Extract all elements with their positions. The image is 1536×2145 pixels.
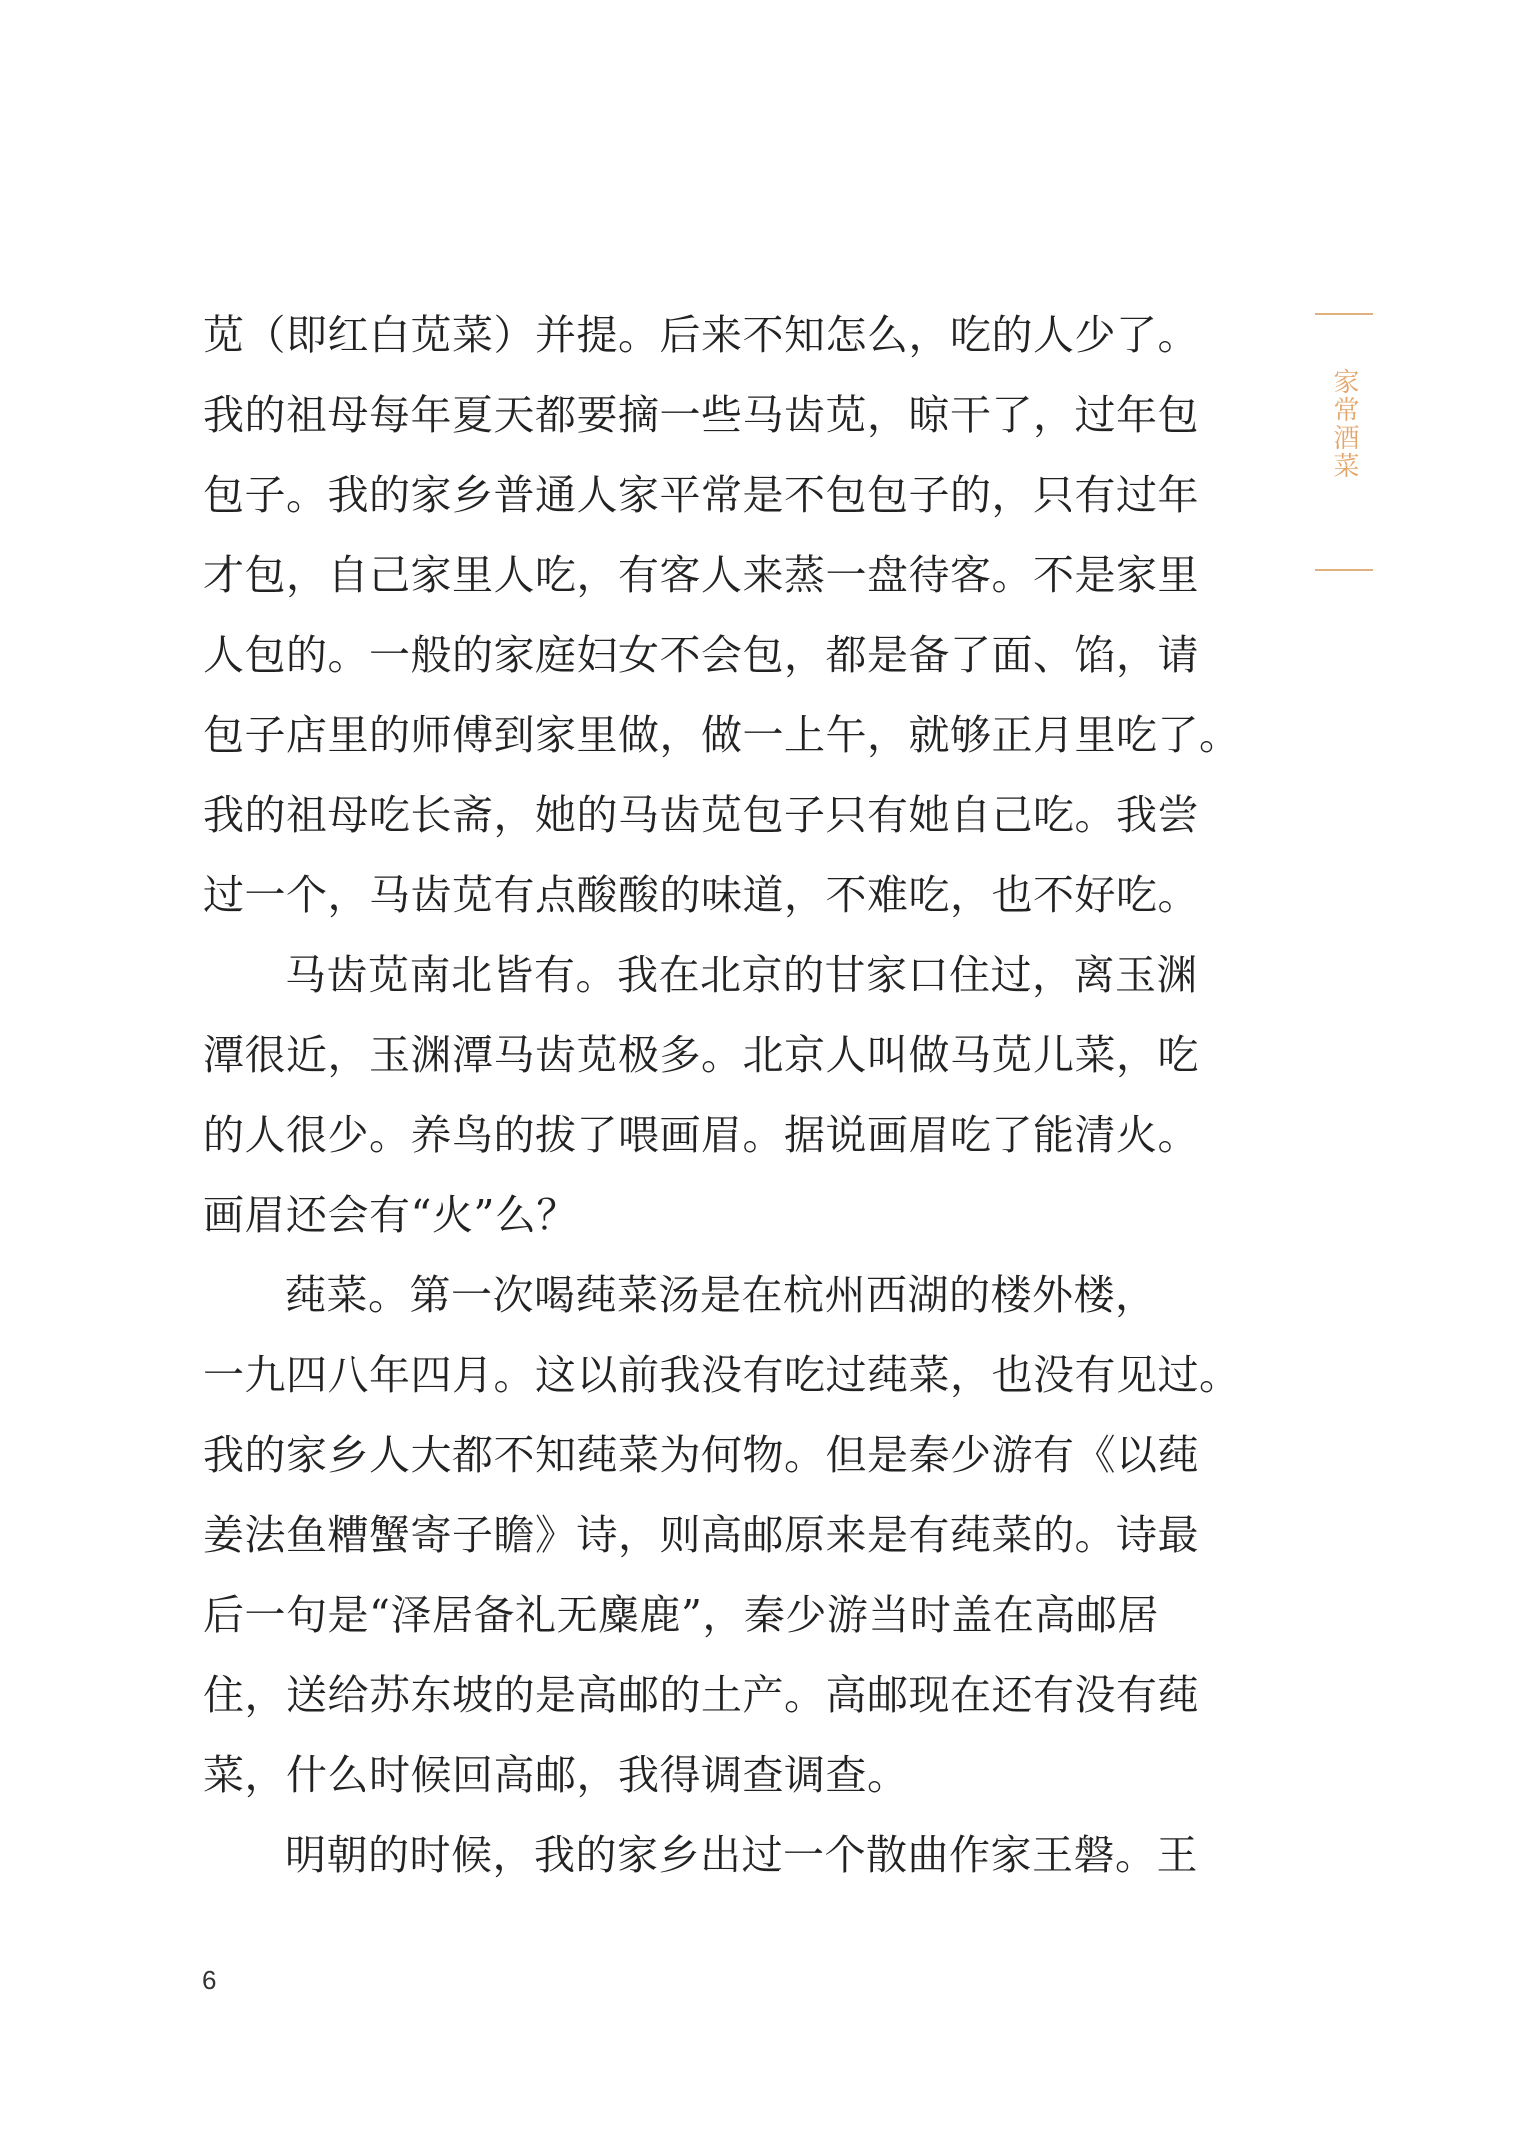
text-line: 后一句是“泽居备礼无麋鹿”，秦少游当时盖在高邮居 [203, 1591, 1159, 1639]
text-line: 我的祖母每年夏天都要摘一些马齿苋，晾干了，过年包 [203, 391, 1199, 439]
text-line: 包子店里的师傅到家里做，做一上午，就够正月里吃了。 [203, 711, 1241, 759]
text-line: 我的家乡人大都不知莼菜为何物。但是秦少游有《以莼 [203, 1431, 1199, 1479]
sidebar-bottom-rule [1315, 569, 1373, 571]
text-line: 我的祖母吃长斋，她的马齿苋包子只有她自己吃。我尝 [203, 791, 1199, 839]
text-line: 才包，自己家里人吃，有客人来蒸一盘待客。不是家里 [203, 551, 1199, 599]
paragraph-first-line: 明朝的时候，我的家乡出过一个散曲作家王磐。王 [285, 1831, 1198, 1879]
sidebar-running-title: 家常酒菜 [1329, 368, 1359, 480]
paragraph-first-line: 马齿苋南北皆有。我在北京的甘家口住过，离玉渊 [285, 951, 1198, 999]
text-line: 一九四八年四月。这以前我没有吃过莼菜，也没有见过。 [203, 1351, 1241, 1399]
text-line: 姜法鱼糟蟹寄子瞻》诗，则高邮原来是有莼菜的。诗最 [203, 1511, 1199, 1559]
body-text [203, 295, 1241, 1895]
text-line: 住，送给苏东坡的是高邮的土产。高邮现在还有没有莼 [203, 1671, 1199, 1719]
sidebar-top-rule [1315, 313, 1373, 315]
text-line: 的人很少。养鸟的拔了喂画眉。据说画眉吃了能清火。 [203, 1111, 1199, 1159]
page-number: 6 [202, 1965, 217, 1995]
text-line: 过一个，马齿苋有点酸酸的味道，不难吃，也不好吃。 [203, 871, 1199, 919]
paragraph-first-line: 莼菜。第一次喝莼菜汤是在杭州西湖的楼外楼， [285, 1271, 1157, 1319]
text-line: 潭很近，玉渊潭马齿苋极多。北京人叫做马苋儿菜，吃 [203, 1031, 1199, 1079]
text-line: 菜，什么时候回高邮，我得调查调查。 [203, 1751, 909, 1799]
text-line: 苋（即红白苋菜）并提。后来不知怎么，吃的人少了。 [203, 311, 1199, 359]
text-line: 画眉还会有“火”么？ [203, 1191, 578, 1239]
text-line: 人包的。一般的家庭妇女不会包，都是备了面、馅，请 [203, 631, 1199, 679]
text-line: 包子。我的家乡普通人家平常是不包包子的，只有过年 [203, 471, 1199, 519]
